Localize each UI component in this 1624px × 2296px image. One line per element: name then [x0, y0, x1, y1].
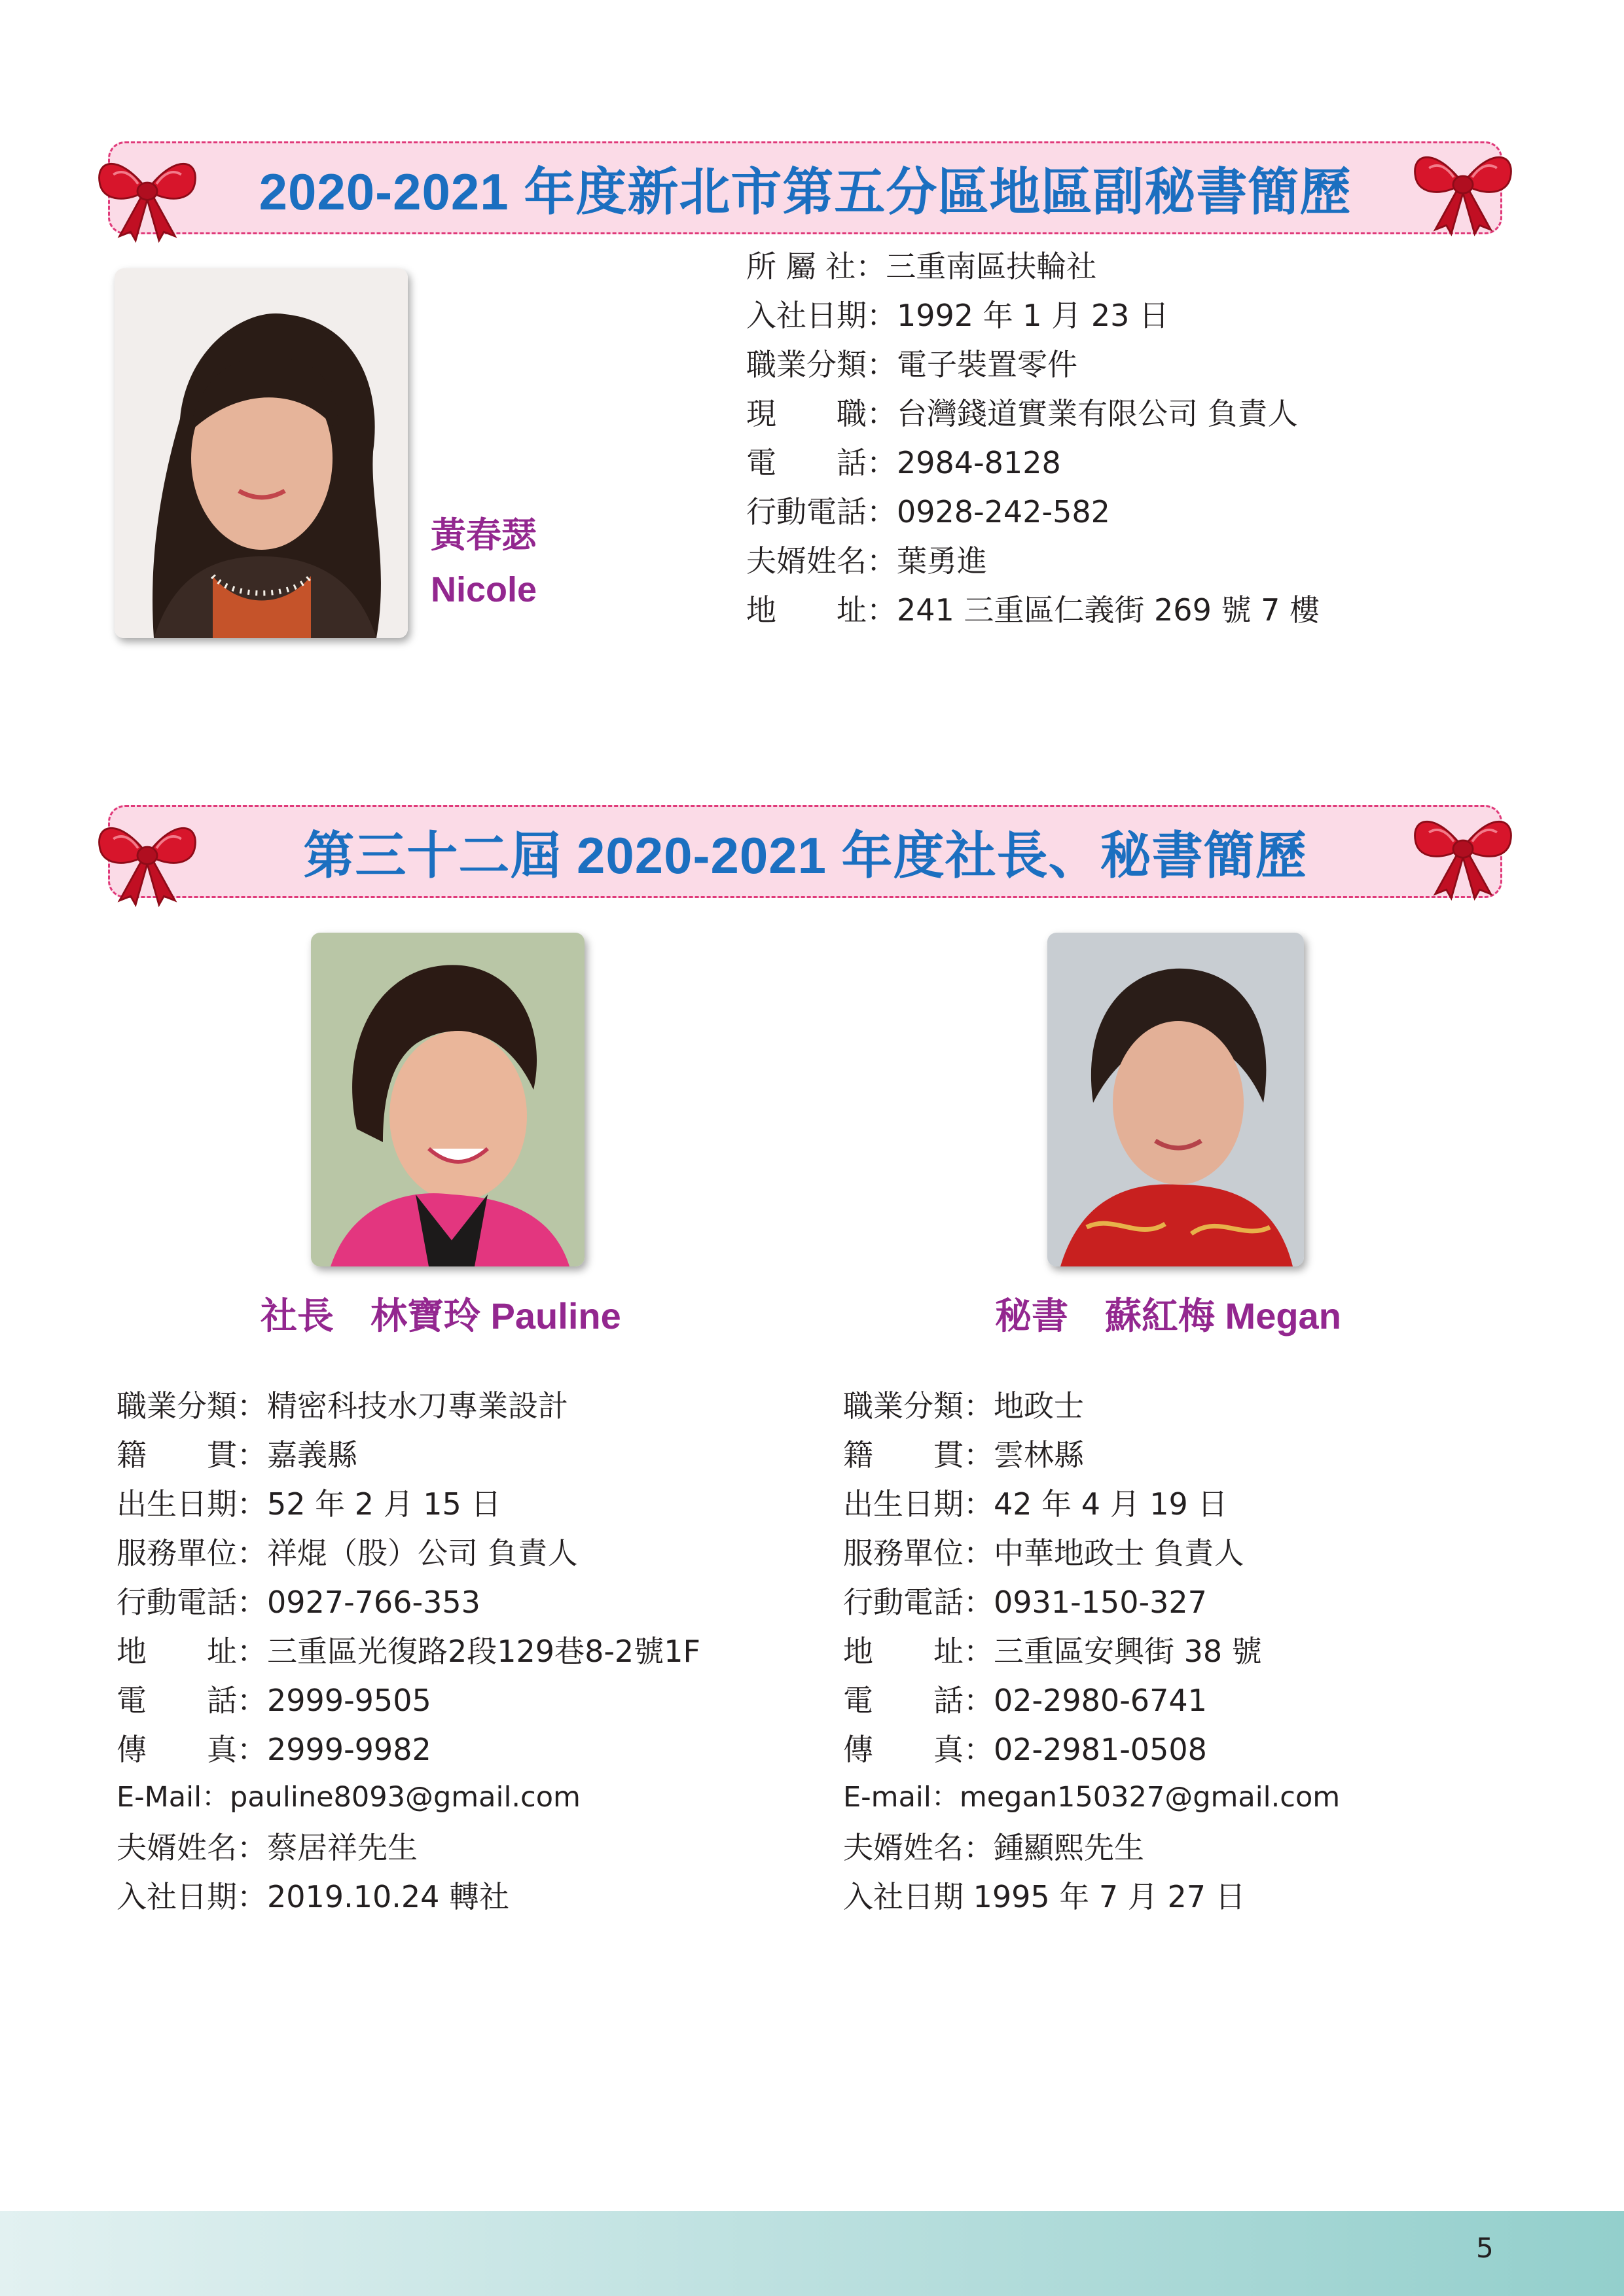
info-row: 夫婿姓名：鍾顯熙先生 — [843, 1830, 1144, 1865]
ribbon-bow-icon — [92, 805, 203, 910]
ribbon-bow-icon — [92, 141, 203, 245]
name-english-nicole: Nicole — [431, 570, 537, 609]
info-row: 服務單位：祥焜（股）公司 負責人 — [117, 1535, 578, 1571]
info-row: E-mail：megan150327@gmail.com — [843, 1781, 1341, 1814]
info-row: 傳 真：2999-9982 — [117, 1732, 431, 1767]
ribbon-bow-icon — [1407, 134, 1519, 239]
info-row: E-Mail：pauline8093@gmail.com — [117, 1781, 581, 1814]
section2-title: 第三十二屆 2020-2021 年度社長、秘書簡歷 — [303, 827, 1307, 884]
footer-band — [0, 2211, 1624, 2296]
portrait-photo-nicole — [115, 268, 408, 638]
info-row: 服務單位：中華地政士 負責人 — [843, 1535, 1244, 1571]
info-row: 入社日期 1995 年 7 月 27 日 — [843, 1879, 1246, 1914]
info-row: 地 址：三重區安興街 38 號 — [843, 1634, 1262, 1669]
info-row: 行動電話：0927-766-353 — [117, 1585, 480, 1620]
info-row: 出生日期：42 年 4 月 19 日 — [843, 1486, 1228, 1522]
ribbon-bow-icon — [1407, 798, 1519, 903]
info-row: 夫婿姓名：葉勇進 — [746, 543, 987, 579]
section1-title: 2020-2021 年度新北市第五分區地區副秘書簡歷 — [259, 163, 1352, 221]
info-row: 出生日期：52 年 2 月 15 日 — [117, 1486, 501, 1522]
info-row: 夫婿姓名：蔡居祥先生 — [117, 1830, 418, 1865]
portrait-photo-pauline — [311, 933, 585, 1266]
info-row: 地 址：241 三重區仁義街 269 號 7 樓 — [746, 592, 1320, 628]
section1-banner — [108, 141, 1502, 234]
info-row: 電 話：02-2980-6741 — [843, 1683, 1207, 1718]
info-row: 籍 貫：雲林縣 — [843, 1437, 1084, 1473]
caption-president: 社長 林寶玲 Pauline — [261, 1295, 621, 1336]
name-chinese-nicole: 黃春瑟 — [431, 516, 537, 555]
info-row: 行動電話：0931-150-327 — [843, 1585, 1207, 1620]
info-row: 傳 真：02-2981-0508 — [843, 1732, 1207, 1767]
caption-secretary: 秘書 蘇紅梅 Megan — [995, 1295, 1341, 1336]
info-row: 電 話：2984-8128 — [746, 445, 1061, 480]
info-row: 電 話：2999-9505 — [117, 1683, 431, 1718]
section2-banner — [108, 805, 1502, 898]
info-row: 職業分類：電子裝置零件 — [746, 347, 1077, 382]
info-row: 地 址：三重區光復路2段129巷8-2號1F — [117, 1634, 700, 1669]
info-row: 籍 貫：嘉義縣 — [117, 1437, 357, 1473]
info-row: 現 職：台灣錢道實業有限公司 負責人 — [746, 396, 1298, 431]
info-row: 入社日期：2019.10.24 轉社 — [117, 1879, 509, 1914]
info-row: 職業分類：地政士 — [843, 1388, 1084, 1424]
info-row: 職業分類：精密科技水刀專業設計 — [117, 1388, 568, 1424]
info-row: 行動電話：0928-242-582 — [746, 494, 1110, 529]
page-number: 5 — [1476, 2232, 1494, 2264]
portrait-photo-megan — [1047, 933, 1304, 1266]
info-row: 所 屬 社：三重南區扶輪社 — [746, 249, 1097, 284]
info-row: 入社日期：1992 年 1 月 23 日 — [746, 298, 1169, 333]
